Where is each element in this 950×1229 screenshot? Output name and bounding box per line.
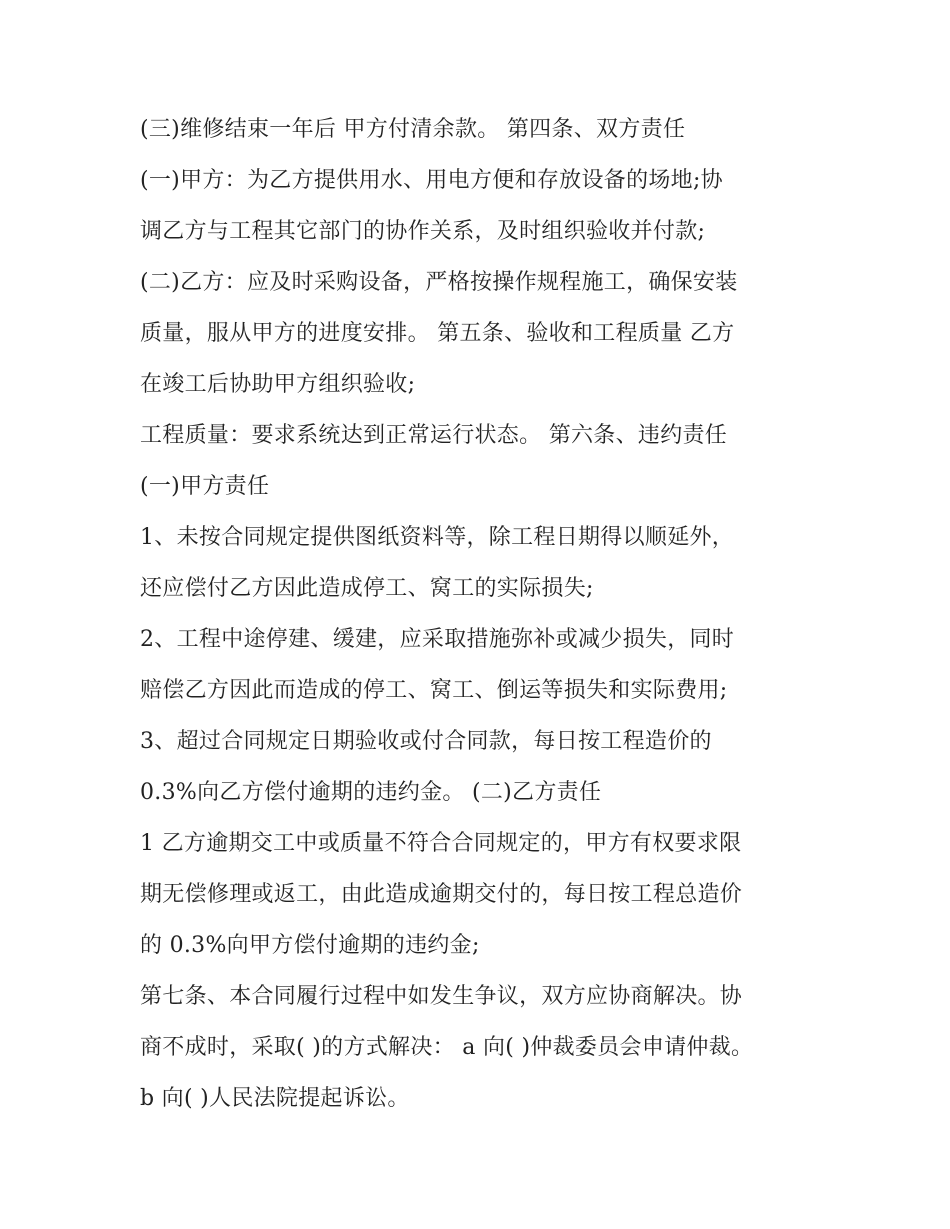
text-line: (一)甲方责任 [140,474,270,499]
document-body [140,104,840,1124]
text-line: 第七条、本合同履行过程中如发生争议，双方应协商解决。协 [140,984,743,1009]
text-line: (二)乙方：应及时采购设备，严格按操作规程施工，确保安装 [140,270,738,295]
text-line: b 向( )人民法院提起诉讼。 [140,1086,410,1111]
text-line: (三)维修结束一年后 甲方付清余款。 第四条、双方责任 [140,117,686,142]
text-line: (一)甲方：为乙方提供用水、用电方便和存放设备的场地;协 [140,168,723,193]
text-line: 2、工程中途停建、缓建，应采取措施弥补或减少损失，同时 [140,627,735,652]
text-line: 质量，服从甲方的进度安排。 第五条、验收和工程质量 乙方 [140,321,735,346]
text-line: 赔偿乙方因此而造成的停工、窝工、倒运等损失和实际费用; [140,678,728,703]
text-line: 3、超过合同规定日期验收或付合同款，每日按工程造价的 [140,729,712,754]
text-line: 商不成时，采取( )的方式解决： a 向( )仲裁委员会申请仲裁。 [140,1035,754,1060]
text-line: 工程质量：要求系统达到正常运行状态。 第六条、违约责任 [140,423,728,448]
text-line: 调乙方与工程其它部门的协作关系，及时组织验收并付款; [140,219,706,244]
text-line: 1 乙方逾期交工中或质量不符合合同规定的，甲方有权要求限 [140,831,742,856]
text-line: 期无偿修理或返工，由此造成逾期交付的，每日按工程总造价 [140,882,743,907]
text-line: 1、未按合同规定提供图纸资料等，除工程日期得以顺延外， [140,525,735,550]
text-line: 0.3%向乙方偿付逾期的违约金。 (二)乙方责任 [140,780,602,805]
text-line: 在竣工后协助甲方组织验收; [140,372,416,397]
text-line: 的 0.3%向甲方偿付逾期的违约金; [140,933,480,958]
text-line: 还应偿付乙方因此造成停工、窝工的实际损失; [140,576,594,601]
